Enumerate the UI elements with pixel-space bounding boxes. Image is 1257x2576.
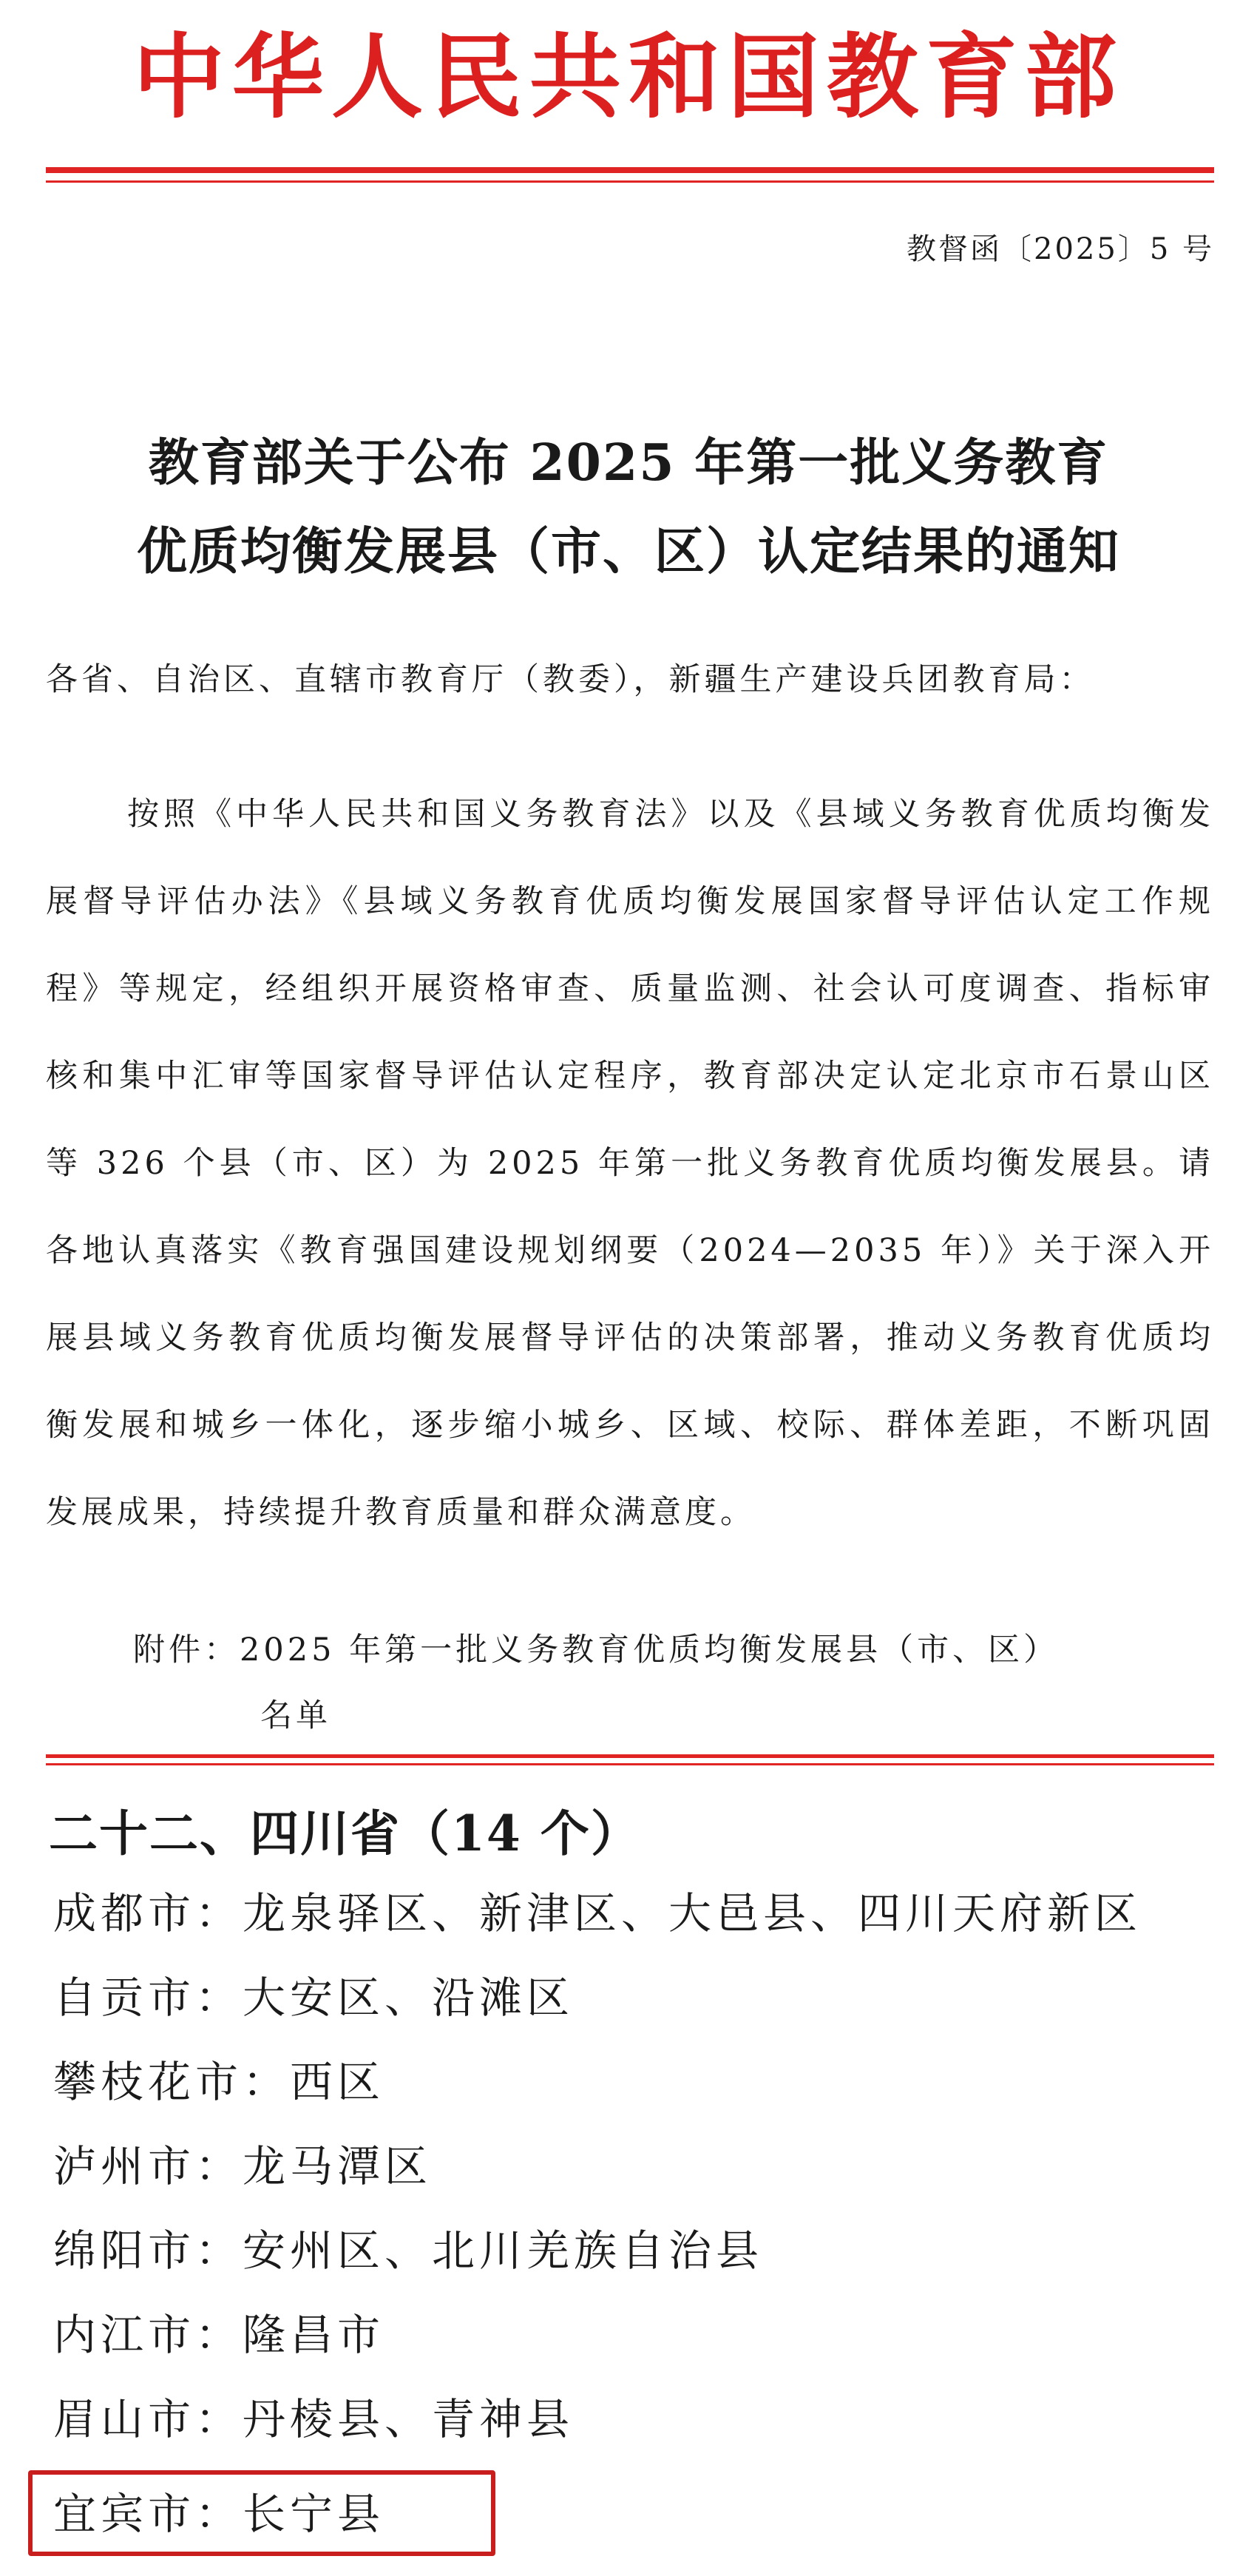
section-divider-thick xyxy=(46,1754,1214,1758)
masthead-title: 中华人民共和国教育部 xyxy=(132,24,1124,131)
section-divider-thin xyxy=(46,1763,1214,1765)
masthead-rule-thin xyxy=(46,180,1214,183)
attachment-line-1: 附件：2025 年第一批义务教育优质均衡发展县（市、区） xyxy=(133,1632,1060,1669)
list-item: 自贡市：大安区、沿滩区 xyxy=(53,1972,575,2023)
list-item: 眉山市：丹棱县、青神县 xyxy=(53,2394,575,2444)
notice-title-line-2: 优质均衡发展县（市、区）认定结果的通知 xyxy=(136,522,1120,581)
document-number: 教督函〔2025〕5 号 xyxy=(907,232,1214,266)
list-item: 攀枝花市：西区 xyxy=(53,2057,385,2107)
list-item-highlighted: 宜宾市：长宁县 xyxy=(53,2489,385,2539)
list-item: 泸州市：龙马潭区 xyxy=(53,2141,433,2191)
highlight-box xyxy=(28,2470,495,2556)
masthead-rule-thick xyxy=(46,167,1214,173)
section-heading: 二十二、四川省（14 个） xyxy=(49,1805,641,1862)
list-item: 绵阳市：安州区、北川羌族自治县 xyxy=(53,2225,764,2276)
notice-title-line-1: 教育部关于公布 2025 年第一批义务教育 xyxy=(148,433,1109,493)
addressee: 各省、自治区、直辖市教育厅（教委），新疆生产建设兵团教育局： xyxy=(46,661,1095,698)
list-item: 内江市：隆昌市 xyxy=(53,2310,385,2360)
body-paragraph: 按照《中华人民共和国义务教育法》以及《县域义务教育优质均衡发展督导评估办法》《县域义务教育优质均衡发展国家督导评估认定工作规程》等规定，经组织开展资格审查、质量监测、社会认可度调查、指标审核和集中汇审等国家督导评估认定程序，教育部决定认定北京市石景山区等 326 个县（市、区）为 2025 年第一批义务教育优质均衡发展县。请各地认真落实《教育强国建设规划纲要（2024—2035 年）》关于深入开展县域义务教育优质均衡发展督导评估的决策部署，推动义务教育优质均衡发展和城乡一体化，逐步缩小城乡、区域、校际、群体差距，不断巩固发展成果，持续提升教育质量和群众满意度。 xyxy=(46,796,1214,1531)
list-item: 成都市：龙泉驿区、新津区、大邑县、四川天府新区 xyxy=(53,1888,1142,1938)
attachment-line-2: 名单 xyxy=(260,1697,331,1734)
